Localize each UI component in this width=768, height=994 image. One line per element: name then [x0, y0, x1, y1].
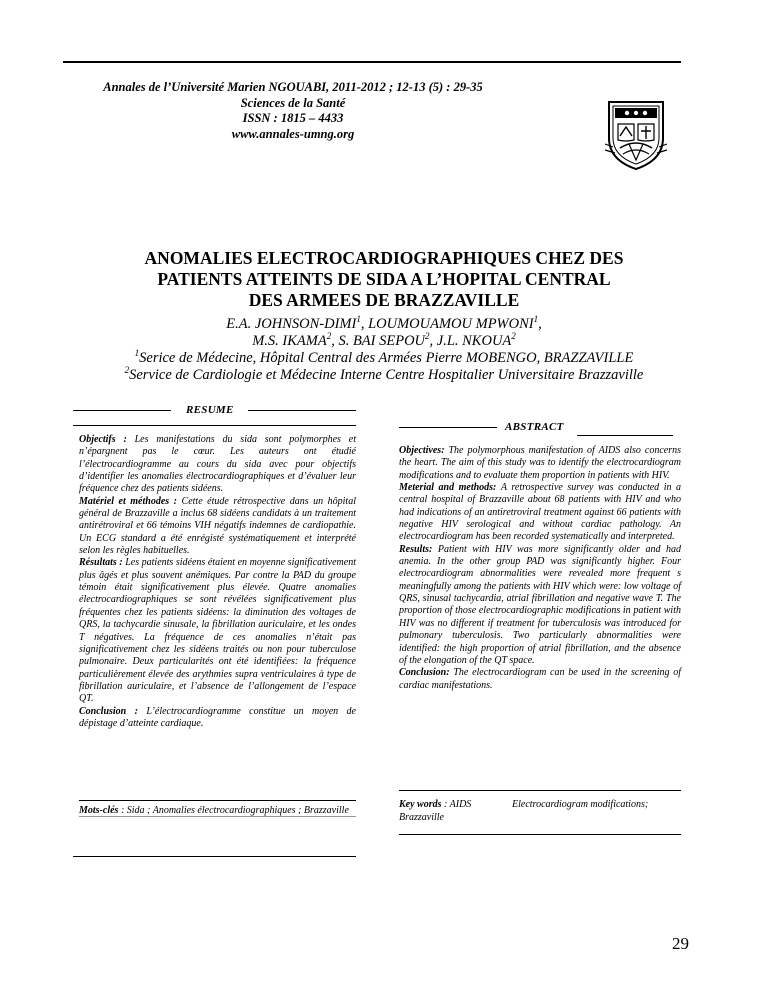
header-rule — [63, 61, 681, 63]
author-separator: , — [538, 316, 542, 332]
section-label: Matériel et méthodes : — [79, 495, 182, 507]
author-name: M.S. IKAMA — [252, 333, 327, 349]
title-line: DES ARMEES DE BRAZZAVILLE — [248, 290, 520, 310]
title-line: ANOMALIES ELECTROCARDIOGRAPHIQUES CHEZ DES — [144, 248, 624, 268]
affiliation-text: Serice de Médecine, Hôpital Central des Armées Pierre MOBENGO, BRAZZAVILLE — [139, 350, 634, 366]
author-name: , S. BAI SEPOU — [331, 333, 426, 349]
abstract-heading-rule-right — [577, 435, 673, 436]
section-text: Les patients sidéens étaient en moyenne significativement plus âgés et plus souvent anémiques. Par contre la PAD du groupe témoin était significativement plus élevée. Quatre anomalies électrocardiographiques se sont révélées significativement plus fréquentes chez les patients sidéens: la diminution des voltages de QRS, la tachycardie sinusale, la fibrillation auriculaire, et les ondes T négatives. La fréquence de ces anomalies n’était pas significativement chez les sidéens traités ou non pour tuberculose pulmonaire. Deux particularités ont été identifiées: la fréquence particulièrement élevée des arythmies supra ventriculaires à type de fibrillation auriculaire, et l’absence de l’allongement de l’espace QT. — [79, 557, 356, 705]
journal-issn: ISSN : 1815 – 4433 — [242, 111, 344, 125]
resume-heading: RESUME — [186, 404, 234, 416]
affiliation-1 — [0, 350, 768, 367]
title-line: PATIENTS ATTEINTS DE SIDA A L’HOPITAL CENTRAL — [157, 269, 611, 289]
abstract-results — [399, 544, 681, 667]
keywords-text: Brazzaville — [399, 811, 444, 823]
resume-objectives — [79, 434, 356, 496]
abstract-objectives — [399, 445, 681, 482]
section-label: Objectifs : — [79, 434, 135, 445]
author-name: , LOUMOUAMOU MPWONI — [360, 316, 534, 332]
keywords-text: : AIDS — [441, 799, 472, 810]
affiliation-mark: 1 — [134, 348, 140, 359]
university-seal-icon — [603, 98, 669, 172]
section-text: L’électrocardiogramme constitue un moyen de dépistage d’atteinte cardiaque. — [79, 705, 356, 729]
resume-heading-rule-left — [73, 410, 171, 411]
journal-website: www.annales-umng.org — [231, 126, 355, 141]
section-label: Conclusion : — [79, 705, 147, 717]
section-label: Résultats : — [79, 557, 126, 569]
journal-citation: Annales de l’Université Marien NGOUABI, 2011-2012 ; 12-13 (5) : 29-35 — [103, 80, 483, 94]
section-label: Results: — [399, 543, 438, 555]
section-text: Les manifestations du sida sont polymorphes et n’épargnent pas le cœur. Les auteurs ont étudié l’électrocardiogramme au cours du sida avec pour objectifs d’identifier les anomalies électrocardiographiques et d’évaluer leur fréquence chez des patients sidéens. — [79, 434, 356, 495]
section-text: The polymorphous manifestation of AIDS also concerns the heart. The aim of this study was to identify the electrocardiogram modifications and to evaluate them proportion in patients with HIV. — [399, 445, 681, 481]
abstract-bottom-rule — [399, 834, 681, 835]
affiliation-mark: 1 — [533, 314, 539, 325]
author-line — [0, 316, 768, 333]
resume-body — [79, 434, 356, 730]
page-number: 29 — [672, 934, 689, 953]
article-title — [0, 248, 768, 311]
abstract-methods — [399, 482, 681, 544]
abstract-heading: ABSTRACT — [505, 421, 564, 433]
journal-section: Sciences de la Santé — [240, 95, 346, 110]
affiliation-mark: 2 — [124, 365, 130, 376]
keywords-line — [399, 799, 681, 812]
abstract-keywords-rule — [399, 790, 681, 791]
author-block — [0, 316, 768, 384]
abstract-heading-rule-left — [399, 427, 497, 428]
section-text: Cette étude rétrospective dans un hôpital général de Brazzaville a inclus 68 sidéens candidats à un traitement antirétroviral et 66 témoins VIH négatifs indemnes de cardiopathie. Un ECG standard a été enrégisté systématiquement et interprété selon les règles habituelles. — [79, 495, 356, 557]
keywords-text: Electrocardiogram modifications; — [512, 799, 649, 810]
keywords-text: : Sida ; Anomalies électrocardiographiques ; Brazzaville — [118, 805, 349, 816]
section-label: Meterial and methods: — [399, 482, 501, 494]
resume-keywords-rule — [79, 800, 356, 801]
resume-heading-underline — [73, 425, 356, 426]
resume-results — [79, 557, 356, 705]
section-label: Objectives: — [399, 445, 449, 456]
section-label: Conclusion: — [399, 667, 454, 679]
affiliation-mark: 2 — [326, 331, 332, 342]
keywords-label: Mots-clés — [79, 805, 119, 816]
resume-keywords-underline — [79, 816, 356, 817]
section-text: Patient with HIV was more significantly older and had anemia. In the other group PAD was significantly higher. Four electrocardiogram abnormalities were revealed more frequent s meaningfully among the patients with HIV which were: low voltage of QRS, sinusal tachycardia, atrial fibrillation and negative wave T. The proportion of those electrocardiographic modifications in patient with HIV was no different if treatment for tuberculosis was introduced for pulmonary tuberculosis. Two particularly abnormalities were identified: the high proportion of atrial fibrillation, and the absence of the elongation of the QT space. — [399, 543, 681, 666]
affiliation-mark: 2 — [425, 331, 430, 342]
affiliation-text: Service de Cardiologie et Médecine Interne Centre Hospitalier Universitaire Brazzaville — [129, 367, 644, 383]
journal-header — [0, 80, 586, 142]
resume-bottom-rule — [73, 856, 356, 857]
author-name: , J.L. NKOUA — [429, 333, 512, 349]
abstract-body — [399, 445, 681, 692]
affiliation-mark: 1 — [356, 314, 361, 325]
affiliation-mark: 2 — [511, 331, 516, 342]
abstract-conclusion — [399, 667, 681, 692]
resume-conclusion — [79, 706, 356, 731]
affiliation-2 — [0, 367, 768, 384]
author-name: E.A. JOHNSON-DIMI — [226, 316, 357, 332]
keywords-label: Key words — [399, 799, 442, 810]
resume-heading-rule-right — [248, 410, 356, 411]
section-text: A retrospective survey was conducted in a central hospital of Brazzaville about 68 patients with HIV and who had indications of an antiretroviral treatment against 66 patients with negative HIV serological and without cardiac pathology. An electrocardiogram has been recorded systematically and interpreted. — [399, 482, 681, 543]
section-text: The electrocardiogram can be used in the screening of cardiac manifestations. — [399, 667, 682, 691]
author-line — [0, 333, 768, 350]
abstract-keywords — [399, 799, 681, 824]
resume-methods — [79, 496, 356, 558]
